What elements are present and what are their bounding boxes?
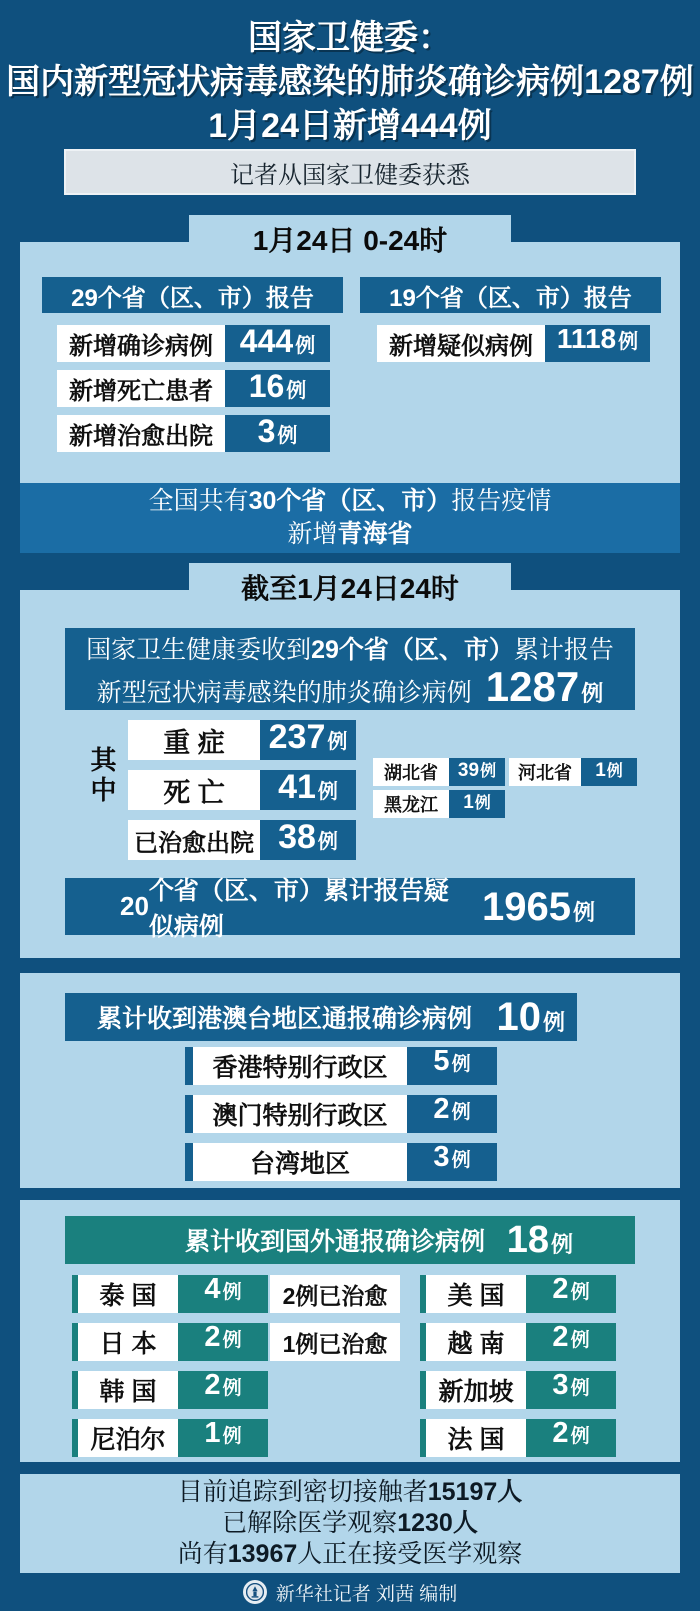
band-text-bold: 青海省 bbox=[337, 520, 413, 548]
observation-line bbox=[20, 1477, 680, 1508]
value-number: 1 bbox=[204, 1417, 221, 1449]
observation-text: 人 bbox=[497, 1478, 523, 1506]
value-number: 2 bbox=[552, 1273, 569, 1305]
observation-number: 15197 bbox=[427, 1478, 498, 1506]
panel-abroad bbox=[20, 1200, 680, 1462]
hmt-row-value bbox=[407, 1143, 497, 1181]
cumulative-text: 累计报告 bbox=[513, 635, 614, 664]
cumulative-line-1 bbox=[65, 630, 635, 666]
value-number: 41 bbox=[278, 768, 316, 806]
value-unit: 例 bbox=[570, 1378, 590, 1399]
footer-credit-bar bbox=[0, 1573, 700, 1611]
value-number: 1 bbox=[595, 760, 606, 781]
death-detail-label: 黑龙江 bbox=[373, 790, 449, 818]
panel-daily bbox=[20, 242, 680, 553]
value-number: 10 bbox=[496, 995, 541, 1039]
value-number: 18 bbox=[506, 1219, 549, 1261]
value-unit: 例 bbox=[451, 1054, 471, 1075]
value-unit: 例 bbox=[222, 1282, 242, 1303]
value-unit: 例 bbox=[317, 781, 338, 803]
value-number: 2 bbox=[204, 1321, 221, 1353]
country-value bbox=[178, 1419, 268, 1457]
daily-row-label: 新增死亡患者 bbox=[57, 370, 225, 407]
hmt-row-label: 澳门特别行政区 bbox=[193, 1095, 407, 1133]
death-detail-label: 河北省 bbox=[509, 758, 581, 786]
value-unit: 例 bbox=[581, 680, 604, 706]
daily-row-label: 新增疑似病例 bbox=[377, 325, 545, 362]
country-cured-note: 2例已治愈 bbox=[270, 1275, 400, 1313]
band-text-bold: 30个省（区、市） bbox=[248, 487, 452, 515]
value-unit: 例 bbox=[618, 331, 639, 353]
observation-number: 1230 bbox=[397, 1509, 453, 1537]
value-unit: 例 bbox=[451, 1102, 471, 1123]
value-number: 2 bbox=[204, 1369, 221, 1401]
cumulative-row-label: 已治愈出院 bbox=[128, 820, 260, 860]
value-unit: 例 bbox=[277, 425, 298, 447]
value-number: 3 bbox=[552, 1369, 569, 1401]
abroad-header-value bbox=[493, 1221, 573, 1259]
daily-row-value bbox=[545, 325, 650, 362]
xinhua-emblem-icon bbox=[243, 1580, 267, 1604]
value-number: 4 bbox=[204, 1273, 221, 1305]
row-accent-bar bbox=[185, 1095, 193, 1133]
cumulative-text-bold: 29个省（区、市） bbox=[311, 635, 514, 664]
tab-cumulative: 截至1月24日24时 bbox=[189, 563, 511, 610]
tab-daily: 1月24日 0-24时 bbox=[189, 215, 511, 262]
observation-line bbox=[20, 1508, 680, 1539]
value-number: 3 bbox=[433, 1141, 450, 1173]
value-number: 16 bbox=[248, 368, 285, 404]
cumulative-row-value bbox=[260, 770, 356, 810]
value-unit: 例 bbox=[286, 380, 307, 402]
suspected-total-box bbox=[65, 876, 635, 941]
value-number: 2 bbox=[552, 1321, 569, 1353]
abroad-header-text: 累计收到国外通报确诊病例 bbox=[185, 1228, 486, 1256]
abroad-header-box bbox=[65, 1216, 635, 1264]
daily-left-header: 29个省（区、市）报告 bbox=[42, 277, 343, 313]
value-unit: 例 bbox=[480, 763, 497, 780]
value-unit: 例 bbox=[570, 1330, 590, 1351]
value-unit: 例 bbox=[327, 731, 348, 753]
value-unit: 例 bbox=[317, 831, 338, 853]
observation-panel bbox=[20, 1474, 680, 1573]
daily-right-header: 19个省（区、市）报告 bbox=[360, 277, 661, 313]
value-number: 38 bbox=[278, 818, 316, 856]
country-value bbox=[526, 1419, 616, 1457]
death-detail-label: 湖北省 bbox=[373, 758, 449, 786]
daily-row-value bbox=[225, 370, 330, 407]
country-value bbox=[526, 1275, 616, 1313]
daily-row-value bbox=[225, 325, 330, 362]
value-unit: 例 bbox=[451, 1150, 471, 1171]
value-number: 1118 bbox=[556, 323, 617, 354]
death-detail-value bbox=[581, 758, 637, 786]
cumulative-row-label: 死 亡 bbox=[128, 770, 260, 810]
suspected-value bbox=[468, 884, 595, 929]
value-unit: 例 bbox=[572, 899, 595, 925]
panel-cumulative bbox=[20, 590, 680, 958]
value-number: 1965 bbox=[482, 884, 571, 929]
value-unit: 例 bbox=[570, 1282, 590, 1303]
value-unit: 例 bbox=[570, 1426, 590, 1447]
source-note: 记者从国家卫健委获悉 bbox=[64, 149, 636, 195]
country-cured-note: 1例已治愈 bbox=[270, 1323, 400, 1361]
suspected-text: 个省（区、市）累计报告疑似病例 bbox=[148, 876, 449, 941]
cumulative-row-label: 重 症 bbox=[128, 720, 260, 760]
hmt-header-text: 累计收到港澳台地区通报确诊病例 bbox=[97, 1005, 473, 1033]
confirmed-total-number: 1287 bbox=[485, 662, 580, 710]
country-label: 日 本 bbox=[78, 1323, 178, 1361]
death-detail-value bbox=[449, 790, 505, 818]
death-detail-value bbox=[449, 758, 505, 786]
value-number: 444 bbox=[239, 323, 294, 359]
national-summary-band bbox=[20, 483, 680, 553]
country-label: 韩 国 bbox=[78, 1371, 178, 1409]
value-number: 39 bbox=[457, 760, 480, 781]
panel-hmt bbox=[20, 973, 680, 1188]
value-unit: 例 bbox=[222, 1330, 242, 1351]
value-unit: 例 bbox=[542, 1010, 565, 1035]
cumulative-row-value bbox=[260, 820, 356, 860]
value-unit: 例 bbox=[474, 795, 491, 812]
hmt-header-value bbox=[482, 997, 565, 1037]
hmt-row-value bbox=[407, 1095, 497, 1133]
band-line-1 bbox=[20, 485, 680, 518]
among-which-label: 其中 bbox=[87, 746, 117, 806]
observation-text: 人正在接受医学观察 bbox=[297, 1540, 523, 1568]
value-unit: 例 bbox=[550, 1232, 573, 1257]
value-number: 5 bbox=[433, 1045, 450, 1077]
observation-text: 尚有 bbox=[177, 1540, 228, 1568]
country-label: 法 国 bbox=[426, 1419, 526, 1457]
country-value bbox=[178, 1371, 268, 1409]
hmt-row-label: 香港特别行政区 bbox=[193, 1047, 407, 1085]
value-unit: 例 bbox=[222, 1378, 242, 1399]
observation-text: 人 bbox=[452, 1509, 478, 1537]
page-title bbox=[0, 16, 700, 148]
value-number: 2 bbox=[552, 1417, 569, 1449]
observation-number: 13967 bbox=[227, 1540, 298, 1568]
hmt-header-box bbox=[65, 993, 577, 1041]
footer-credit-text: 新华社记者 刘茜 编制 bbox=[275, 1583, 458, 1605]
row-accent-bar bbox=[185, 1047, 193, 1085]
hmt-row-label: 台湾地区 bbox=[193, 1143, 407, 1181]
title-line-3: 1月24日新增444例 bbox=[208, 107, 492, 145]
hmt-row-value bbox=[407, 1047, 497, 1085]
observation-text: 目前追踪到密切接触者 bbox=[177, 1478, 428, 1506]
cumulative-line-2 bbox=[65, 662, 635, 710]
value-number: 2 bbox=[433, 1093, 450, 1125]
observation-line bbox=[20, 1539, 680, 1570]
suspected-bold-prefix: 20 bbox=[120, 891, 149, 921]
country-value bbox=[178, 1275, 268, 1313]
country-label: 尼泊尔 bbox=[78, 1419, 178, 1457]
country-label: 美 国 bbox=[426, 1275, 526, 1313]
value-unit: 例 bbox=[295, 335, 316, 357]
country-label: 新加坡 bbox=[426, 1371, 526, 1409]
observation-text: 已解除医学观察 bbox=[222, 1509, 398, 1537]
row-accent-bar bbox=[185, 1143, 193, 1181]
daily-row-label: 新增确诊病例 bbox=[57, 325, 225, 362]
daily-row-label: 新增治愈出院 bbox=[57, 415, 225, 452]
band-text: 全国共有 bbox=[148, 487, 249, 515]
band-text: 新增 bbox=[287, 520, 338, 548]
country-value bbox=[526, 1371, 616, 1409]
value-number: 1 bbox=[463, 792, 474, 813]
title-line-1: 国家卫健委： bbox=[248, 19, 452, 57]
band-line-2 bbox=[20, 518, 680, 551]
country-label: 越 南 bbox=[426, 1323, 526, 1361]
value-unit: 例 bbox=[222, 1426, 242, 1447]
cumulative-text: 国家卫生健康委收到 bbox=[86, 635, 312, 664]
cumulative-text: 新型冠状病毒感染的肺炎确诊病例 bbox=[96, 678, 472, 707]
title-line-2: 国内新型冠状病毒感染的肺炎确诊病例1287例 bbox=[6, 63, 694, 101]
value-number: 3 bbox=[257, 413, 276, 449]
band-text: 报告疫情 bbox=[451, 487, 552, 515]
country-value bbox=[178, 1323, 268, 1361]
country-label: 泰 国 bbox=[78, 1275, 178, 1313]
country-value bbox=[526, 1323, 616, 1361]
value-unit: 例 bbox=[606, 763, 623, 780]
value-number: 237 bbox=[268, 718, 326, 756]
cumulative-row-value bbox=[260, 720, 356, 760]
daily-row-value bbox=[225, 415, 330, 452]
cumulative-main-box bbox=[65, 628, 635, 710]
